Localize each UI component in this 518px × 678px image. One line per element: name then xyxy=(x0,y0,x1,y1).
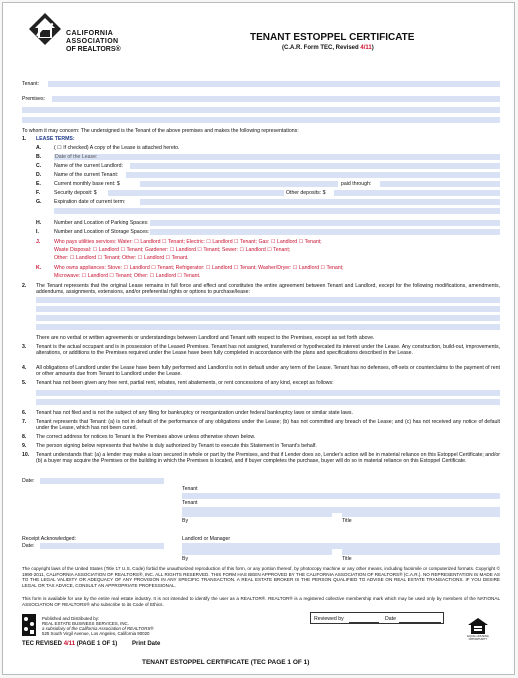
house-icon xyxy=(28,12,62,46)
premises-field-2[interactable] xyxy=(22,107,500,113)
tenant-1-field[interactable] xyxy=(182,493,500,499)
expiration-field[interactable] xyxy=(140,199,500,205)
premises-field[interactable] xyxy=(52,96,500,102)
appliances-line-2[interactable]: Microwave: ☐ Landlord ☐ Tenant; Other: ☐ Landlord ☐ Tenant. xyxy=(54,273,201,279)
item-7-text: Tenant represents that Tenant: (a) is not in default of the performance of any obligations under the Lease; (b) has not committed any breach of the Lease; and (c) has not received any notice of default under the Lease, which has not been cured. xyxy=(36,419,500,432)
letter-h: H. xyxy=(36,220,42,226)
equal-housing-logo xyxy=(467,618,489,641)
footer-revision xyxy=(22,641,117,647)
modifications-field-2[interactable] xyxy=(36,306,500,312)
revision-date-footer: 4/11 xyxy=(63,641,76,647)
date-label: Date: xyxy=(22,478,35,484)
equal-housing-icon xyxy=(468,618,488,634)
item-2b-text: There are no verbal or written agreements or understandings between Landlord and Tenant with respect to the Premises, except as set forth above. xyxy=(36,335,375,341)
parking-label: Number and Location of Parking Spaces: xyxy=(54,220,149,226)
parking-field[interactable] xyxy=(150,220,500,226)
landlord-label: Landlord or Manager xyxy=(182,536,231,542)
by-1-field[interactable] xyxy=(182,511,332,517)
logo-line-3: OF REALTORS® xyxy=(66,46,121,53)
item-3-number: 3. xyxy=(22,344,27,350)
tenant-label: Tenant: xyxy=(22,81,40,87)
modifications-field-3[interactable] xyxy=(36,315,500,321)
premises-label: Premises: xyxy=(22,96,46,102)
subtitle-text: (C.A.R. Form TEC, Revised xyxy=(282,45,361,51)
print-date-label: Print Date xyxy=(132,641,161,647)
letter-f: F. xyxy=(36,190,41,196)
utilities-line-3[interactable]: Other: ☐ Landlord ☐ Tenant; Other: ☐ Landlord ☐ Tenant. xyxy=(54,255,189,261)
item-6-number: 6. xyxy=(22,410,27,416)
reviewed-by-label: Reviewed by xyxy=(314,616,344,622)
utilities-line-1[interactable]: Who pays utilities services: Water: ☐ Landlord ☐ Tenant; Electric: ☐ Landlord ☐ Tenant; Gas: ☐ Landlord ☐ Tenant; xyxy=(54,239,322,245)
date-field[interactable] xyxy=(40,478,164,484)
storage-label: Number and Location of Storage Spaces: xyxy=(54,229,150,235)
base-rent-field[interactable] xyxy=(140,181,338,187)
title-1-field[interactable] xyxy=(342,511,500,517)
title-1-label: Title xyxy=(342,518,352,524)
letter-j: J. xyxy=(36,239,41,245)
item-2-text: The Tenant represents that the original Lease remains in full force and effect and constitutes the entire agreement between Tenant and Landlord, except for the following modifications, amendments, addendums, assignments, extensions, and/or preferential rights or options to purchase/lease: xyxy=(36,283,500,296)
reviewed-by-line[interactable] xyxy=(349,622,379,623)
item-7-number: 7. xyxy=(22,419,27,425)
other-deposits-field[interactable] xyxy=(334,190,500,196)
item-6-text: Tenant has not filed and is not the subject of any filing for bankruptcy or reorganization under federal bankruptcy laws or similar state laws. xyxy=(36,410,353,416)
item-5-number: 5. xyxy=(22,380,27,386)
tenant-1-label: Tenant xyxy=(182,486,198,492)
premises-field-3[interactable] xyxy=(22,117,500,123)
tenant-2-label: Tenant xyxy=(182,500,198,506)
tenant-name-field[interactable] xyxy=(126,172,500,178)
item-1-number: 1. xyxy=(22,136,27,142)
letter-c: C. xyxy=(36,163,42,169)
form-title: TENANT ESTOPPEL CERTIFICATE xyxy=(250,32,415,43)
letter-b: B. xyxy=(36,154,42,160)
paid-through-field[interactable] xyxy=(380,181,500,187)
intro-text: To whom it may concern: The undersigned is the Tenant of the above premises and makes the following representations: xyxy=(22,128,299,134)
lease-copy-checkbox-label[interactable]: ( ☐ If checked) A copy of the Lease is attached hereto. xyxy=(54,145,180,151)
revision-date: 4/11 xyxy=(360,45,372,51)
lease-terms-heading: LEASE TERMS: xyxy=(36,136,75,142)
modifications-field-1[interactable] xyxy=(36,297,500,303)
reviewed-box xyxy=(310,612,444,624)
rebs-icon xyxy=(22,614,36,636)
item-4-text: All obligations of Landlord under the Lease have been fully performed and Landlord is not in default under any term of the Lease. Tenant has no defenses, off-sets or counterclaims to the payment of rent or other amounts due from Tenant to Landlord under the Lease. xyxy=(36,365,500,378)
receipt-label: Receipt Acknowledged: xyxy=(22,536,76,542)
paid-through-label: paid through: xyxy=(341,181,372,187)
letter-k: K. xyxy=(36,265,42,271)
landlord-name-field[interactable] xyxy=(130,163,500,169)
date-2-label: Date: xyxy=(22,543,35,549)
publisher-line-2: REAL ESTATE BUSINESS SERVICES, INC. xyxy=(42,621,129,626)
expiration-label: Expiration date of current term: xyxy=(54,199,126,205)
copyright-text: The copyright laws of the United States (Title 17 U.S. Code) forbid the unauthorized reproduction of this form, or any portion thereof, by photocopy machine or any other means, including facsimile or computerized formats. Copyright © 1990-2011, CALIFORNIA ASSOCIATION OF REALTORS®, INC. ALL RIGHTS RESERVED. THIS FORM HAS BEEN APPROVED BY THE CALIFORNIA ASSOCIATION OF REALTORS® (C.A.R.). NO REPRESENTATION IS MADE AS TO THE LEGAL VALIDITY OR ADEQUACY OF ANY PROVISION IN ANY SPECIFIC TRANSACTION. A REAL ESTATE BROKER IS THE PERSON QUALIFIED TO ADVISE ON REAL ESTATE TRANSACTIONS. IF YOU DESIRE LEGAL OR TAX ADVICE, CONSULT AN APPROPRIATE PROFESSIONAL. xyxy=(22,566,500,588)
item-4-number: 4. xyxy=(22,365,27,371)
letter-i: I. xyxy=(36,229,39,235)
lease-date-field[interactable] xyxy=(54,154,500,160)
subtitle-close: ) xyxy=(371,45,374,51)
item-8-number: 8. xyxy=(22,434,27,440)
letter-g: G. xyxy=(36,199,42,205)
by-1-label: By xyxy=(182,518,189,524)
expiration-field-2[interactable] xyxy=(54,208,500,214)
rebs-logo xyxy=(22,614,36,636)
date-2-field[interactable] xyxy=(40,543,164,549)
logo-line-2: ASSOCIATION xyxy=(66,38,119,45)
security-deposit-field[interactable] xyxy=(108,190,284,196)
title-2-label: Title xyxy=(342,556,352,562)
publisher-line-3: a subsidiary of the California Association of REALTORS® xyxy=(42,626,154,631)
modifications-field-4[interactable] xyxy=(36,324,500,330)
logo-line-1: CALIFORNIA xyxy=(66,30,114,37)
revision-page: (PAGE 1 OF 1) xyxy=(75,641,118,647)
item-2-number: 2. xyxy=(22,283,27,289)
item-9-number: 9. xyxy=(22,443,27,449)
item-8-text: The correct address for notices to Tenant is the Premises above unless otherwise shown below. xyxy=(36,434,256,440)
revision-prefix: TEC REVISED xyxy=(22,641,64,647)
letter-e: E. xyxy=(36,181,41,187)
by-2-field[interactable] xyxy=(182,549,332,555)
item-10-text: Tenant understands that: (a) a lender may make a loan secured in whole or part by the Premises, and that if Lender does so, Lender's action will be in material reliance on this Estoppel Certificate; and/or (b) a buyer may acquire the Premises or the building in which the Premises is located, and if buyer completes the purchase, buyer will do so in material reliance on this Estoppel Certificate. xyxy=(36,452,500,465)
other-deposits-label: Other deposits: $ xyxy=(286,190,326,196)
storage-field[interactable] xyxy=(150,229,500,235)
item-10-number: 10. xyxy=(22,452,30,458)
concessions-field-1[interactable] xyxy=(36,390,500,396)
base-rent-label: Current monthly base rent: $ xyxy=(54,181,120,187)
letter-a: A. xyxy=(36,145,42,151)
lease-date-label: Date of the Lease: xyxy=(55,154,98,160)
landlord-name-label: Name of the current Landlord: xyxy=(54,163,123,169)
item-3-text: Tenant is the actual occupant and is in possession of the Leased Premises. Tenant has not assigned, transferred or hypothecated its interest under the Lease. Any construction, build-out, improvements, alterations, or additions to the Premises required under the Lease have been fully completed in accordance with the plans and specifications described in the Lease. xyxy=(36,344,500,357)
reviewed-date-line[interactable] xyxy=(399,622,441,623)
equal-housing-label: EQUAL HOUSING OPPORTUNITY xyxy=(467,635,489,641)
concessions-field-2[interactable] xyxy=(36,399,500,405)
publisher-line-1: Published and Distributed by: xyxy=(42,616,100,621)
by-2-label: By xyxy=(182,556,189,562)
reviewed-date-label: Date xyxy=(385,616,396,622)
publisher-line-4: 525 South Virgil Avenue, Los Angeles, California 90020 xyxy=(42,631,150,636)
item-5-text: Tenant has not been given any free rent, partial rent, rebates, rent abatements, or rent concessions of any kind, except as follows: xyxy=(36,380,334,386)
industry-text: This form is available for use by the entire real estate industry. It is not intended to identify the user as a REALTOR®. REALTOR® is a registered collective membership mark which may be used only by members of the NATIONAL ASSOCIATION OF REALTORS® who subscribe to its Code of Ethics. xyxy=(22,596,500,607)
bottom-title: TENANT ESTOPPEL CERTIFICATE (TEC PAGE 1 OF 1) xyxy=(142,659,310,666)
utilities-line-2[interactable]: Waste Disposal: ☐ Landlord ☐ Tenant; Gardener: ☐ Landlord ☐ Tenant; Sewer: ☐ Landlord ☐ Tenant; xyxy=(54,247,291,253)
tenant-field[interactable] xyxy=(48,81,500,87)
item-9-text: The person signing below represents that he/she is duly authorized by Tenant to execute this Statement in Tenant's behalf. xyxy=(36,443,317,449)
tenant-name-label: Name of the current Tenant: xyxy=(54,172,119,178)
car-logo xyxy=(28,12,62,46)
security-deposit-label: Security deposit: $ xyxy=(54,190,97,196)
letter-d: D. xyxy=(36,172,42,178)
appliances-line-1[interactable]: Who owns appliances: Stove: ☐ Landlord ☐ Tenant; Refrigerator: ☐ Landlord ☐ Tenant; Washer/Dryer: ☐ Landlord ☐ Tenant; xyxy=(54,265,344,271)
title-2-field[interactable] xyxy=(342,549,500,555)
form-subtitle xyxy=(282,45,374,51)
